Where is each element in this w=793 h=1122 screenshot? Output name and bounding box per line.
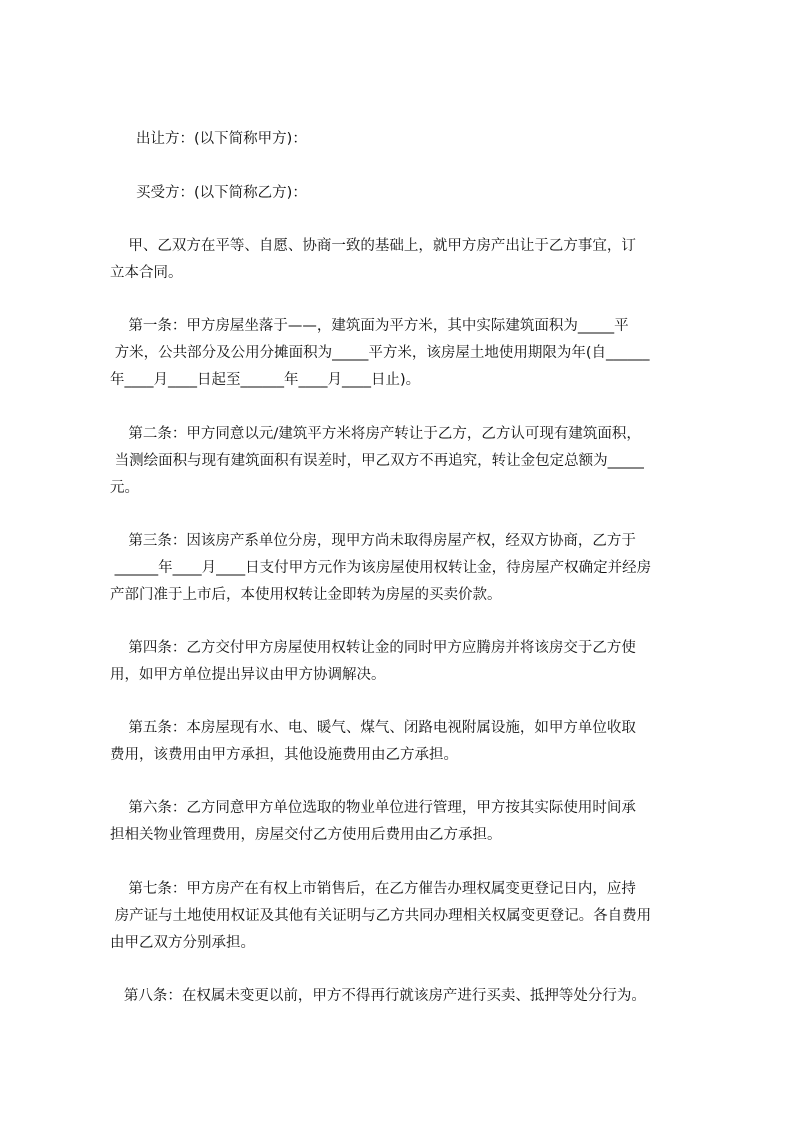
article-2-line-2: 当测绘面积与现有建筑面积有误差时，甲乙双方不再追究，转让金包定总额为_____ xyxy=(110,453,644,469)
article-1-line-2: 方米，公共部分及公用分摊面积为_____平方米，该房屋土地使用期限为年(自______ xyxy=(110,345,650,361)
article-6-paragraph xyxy=(110,795,705,849)
article-4-line-2: 用，如甲方单位提出异议由甲方协调解决。 xyxy=(110,667,386,683)
article-1-paragraph xyxy=(110,313,705,394)
article-2-line-3: 元。 xyxy=(110,480,139,496)
article-1-line-1: 第一条：甲方房屋坐落于——，建筑面为平方米，其中实际建筑面积为_____平 xyxy=(110,318,629,334)
article-1-line-3: 年____月____日起至______年____月____日止)。 xyxy=(110,372,421,388)
seller-line xyxy=(110,126,705,153)
article-8-line-1: 第八条：在权属未变更以前，甲方不得再行就该房产进行买卖、抵押等处分行为。 xyxy=(110,988,646,1004)
buyer-line xyxy=(110,180,705,207)
preamble-paragraph xyxy=(110,233,705,287)
article-2-line-1: 第二条：甲方同意以元/建筑平方米将房产转让于乙方，乙方认可现有建筑面积， xyxy=(110,426,641,442)
article-6-line-2: 担相关物业管理费用，房屋交付乙方使用后费用由乙方承担。 xyxy=(110,827,502,843)
article-2-paragraph xyxy=(110,421,705,502)
article-4-paragraph xyxy=(110,635,705,689)
article-3-line-2: ______年____月____日支付甲方元作为该房屋使用权转让金，待房屋产权确定并经房 xyxy=(110,560,652,576)
article-7-paragraph xyxy=(110,876,705,957)
preamble-line-2: 立本合同。 xyxy=(110,265,183,281)
article-7-line-2: 房产证与土地使用权证及其他有关证明与乙方共同办理相关权属变更登记。各自费用 xyxy=(110,908,652,924)
article-3-line-1: 第三条：因该房产系单位分房，现甲方尚未取得房屋产权，经双方协商，乙方于 xyxy=(110,533,636,549)
article-3-paragraph xyxy=(110,528,705,609)
article-3-line-3: 产部门准于上市后，本使用权转让金即转为房屋的买卖价款。 xyxy=(110,587,502,603)
buyer-line-text: 买受方：(以下简称乙方)： xyxy=(136,185,307,201)
article-6-line-1: 第六条：乙方同意甲方单位选取的物业单位进行管理，甲方按其实际使用时间承 xyxy=(110,800,636,816)
seller-line-text: 出让方：(以下简称甲方)： xyxy=(136,131,307,147)
article-8-paragraph xyxy=(110,983,710,1010)
article-4-line-1: 第四条：乙方交付甲方房屋使用权转让金的同时甲方应腾房并将该房交于乙方使 xyxy=(110,640,636,656)
article-5-line-1: 第五条：本房屋现有水、电、暖气、煤气、闭路电视附属设施，如甲方单位收取 xyxy=(110,720,636,736)
preamble-line-1: 甲、乙双方在平等、自愿、协商一致的基础上，就甲方房产出让于乙方事宜，订 xyxy=(110,238,636,254)
article-7-line-1: 第七条：甲方房产在有权上市销售后，在乙方催告办理权属变更登记日内，应持 xyxy=(110,881,636,897)
article-5-line-2: 费用，该费用由甲方承担，其他设施费用由乙方承担。 xyxy=(110,747,458,763)
article-5-paragraph xyxy=(110,715,705,769)
article-7-line-3: 由甲乙双方分别承担。 xyxy=(110,935,255,951)
